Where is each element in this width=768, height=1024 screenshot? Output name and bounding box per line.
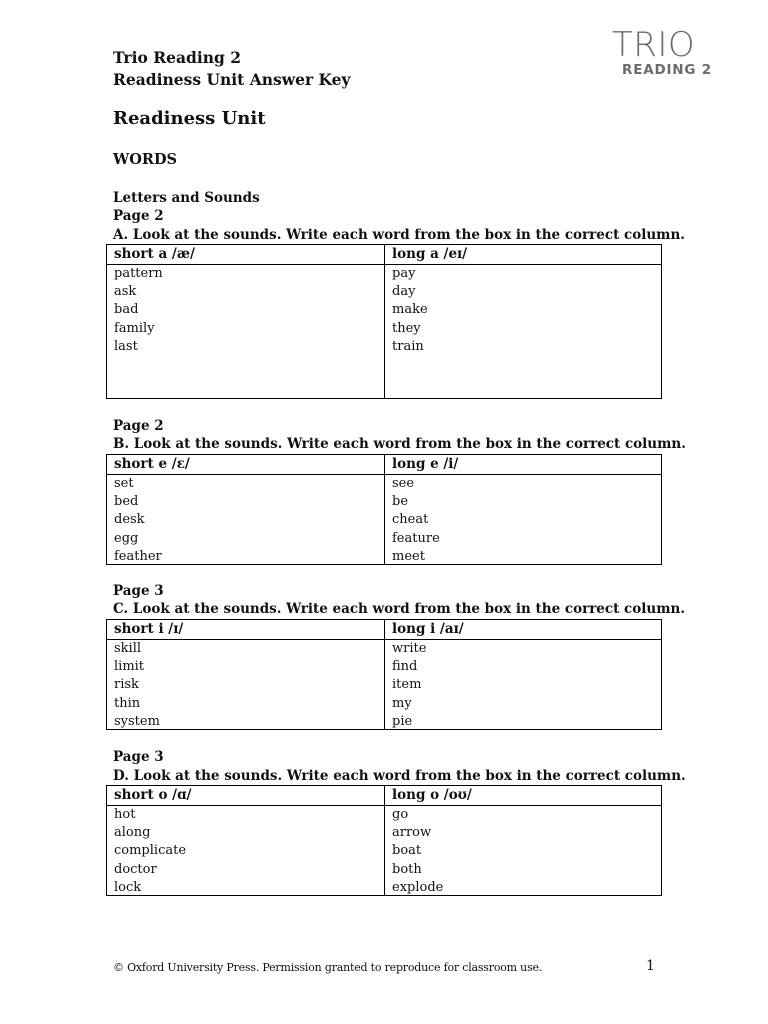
table-cell: complicate xyxy=(114,843,187,859)
table-cell: train xyxy=(392,338,424,354)
unit-title: Readiness Unit xyxy=(113,108,266,129)
exercise-a-col1-header: short a /æ/ xyxy=(107,245,385,264)
table-cell: meet xyxy=(392,548,425,564)
table-cell: my xyxy=(392,695,412,711)
table-cell: write xyxy=(392,641,427,656)
exercise-b-col1 xyxy=(107,475,385,565)
table-cell: system xyxy=(114,713,160,729)
exercise-a-col1 xyxy=(107,265,385,399)
table-cell: arrow xyxy=(392,825,432,841)
table-cell: explode xyxy=(392,879,444,895)
table-cell: pay xyxy=(392,266,416,281)
exercise-d-col1 xyxy=(107,806,385,896)
table-cell: bad xyxy=(114,302,139,318)
logo-reading-text: READING 2 xyxy=(622,62,712,78)
exercise-d-col1-header: short o /ɑ/ xyxy=(107,786,385,805)
table-cell: set xyxy=(114,476,134,491)
table-cell: family xyxy=(114,320,155,336)
exercise-b-col2 xyxy=(385,475,663,565)
table-cell: feather xyxy=(114,548,162,564)
exercise-a-table xyxy=(106,244,662,399)
table-cell: along xyxy=(114,825,151,841)
exercise-c-instruction: C. Look at the sounds. Write each word from the box in the correct column. xyxy=(113,601,686,617)
table-cell: egg xyxy=(114,530,139,546)
table-cell: risk xyxy=(114,677,139,693)
exercise-a-col2-header: long a /eɪ/ xyxy=(392,246,468,262)
exercise-b-page: Page 2 xyxy=(113,418,164,434)
table-cell: item xyxy=(392,677,422,693)
exercise-d-instruction: D. Look at the sounds. Write each word from the box in the correct column. xyxy=(113,768,686,784)
table-cell: be xyxy=(392,494,409,510)
table-cell: limit xyxy=(114,659,145,675)
table-cell: find xyxy=(392,659,418,675)
exercise-b-instruction: B. Look at the sounds. Write each word from the box in the correct column. xyxy=(113,436,686,452)
table-cell: boat xyxy=(392,843,422,859)
exercise-b-col1-header: short e /ɛ/ xyxy=(107,455,385,474)
table-cell: pattern xyxy=(114,266,163,281)
exercise-d-page: Page 3 xyxy=(113,749,164,765)
table-cell: they xyxy=(392,320,421,336)
table-cell: skill xyxy=(114,641,142,656)
table-cell: both xyxy=(392,861,422,877)
exercise-d-col2-header: long o /oʊ/ xyxy=(392,787,472,803)
words-heading: WORDS xyxy=(113,151,178,168)
table-cell: see xyxy=(392,476,415,491)
exercise-a-page: Page 2 xyxy=(113,208,164,224)
exercise-d-table xyxy=(106,785,662,896)
document-title: Trio Reading 2 xyxy=(113,48,241,67)
table-cell: desk xyxy=(114,512,145,528)
copyright-footer: © Oxford University Press. Permission granted to reproduce for classroom use. xyxy=(113,961,543,974)
table-cell: pie xyxy=(392,713,413,729)
exercise-a-col2 xyxy=(385,265,663,399)
table-cell: thin xyxy=(114,695,141,711)
exercise-b-col2-header: long e /i/ xyxy=(392,456,459,472)
table-cell: doctor xyxy=(114,861,157,877)
trio-reading-logo xyxy=(612,25,722,78)
exercise-c-col1-header: short i /ɪ/ xyxy=(107,620,385,639)
table-cell: lock xyxy=(114,879,142,895)
exercise-a-instruction: A. Look at the sounds. Write each word from the box in the correct column. xyxy=(113,227,685,243)
exercise-c-col2 xyxy=(385,640,663,730)
table-cell: ask xyxy=(114,284,137,300)
table-cell: make xyxy=(392,302,428,318)
table-cell: feature xyxy=(392,530,440,546)
table-cell: last xyxy=(114,338,138,354)
table-cell: bed xyxy=(114,494,139,510)
table-cell: cheat xyxy=(392,512,429,528)
exercise-c-page: Page 3 xyxy=(113,583,164,599)
exercise-b-table xyxy=(106,454,662,565)
exercise-c-col1 xyxy=(107,640,385,730)
exercise-d-col2 xyxy=(385,806,663,896)
table-cell: day xyxy=(392,284,416,300)
page-number: 1 xyxy=(646,958,655,974)
table-cell: go xyxy=(392,807,409,822)
section-heading: Letters and Sounds xyxy=(113,190,260,206)
logo-trio-text: TRIO xyxy=(612,25,696,65)
exercise-c-table xyxy=(106,619,662,730)
exercise-c-col2-header: long i /aɪ/ xyxy=(392,621,464,637)
document-subtitle: Readiness Unit Answer Key xyxy=(113,70,351,89)
table-cell: hot xyxy=(114,807,136,822)
